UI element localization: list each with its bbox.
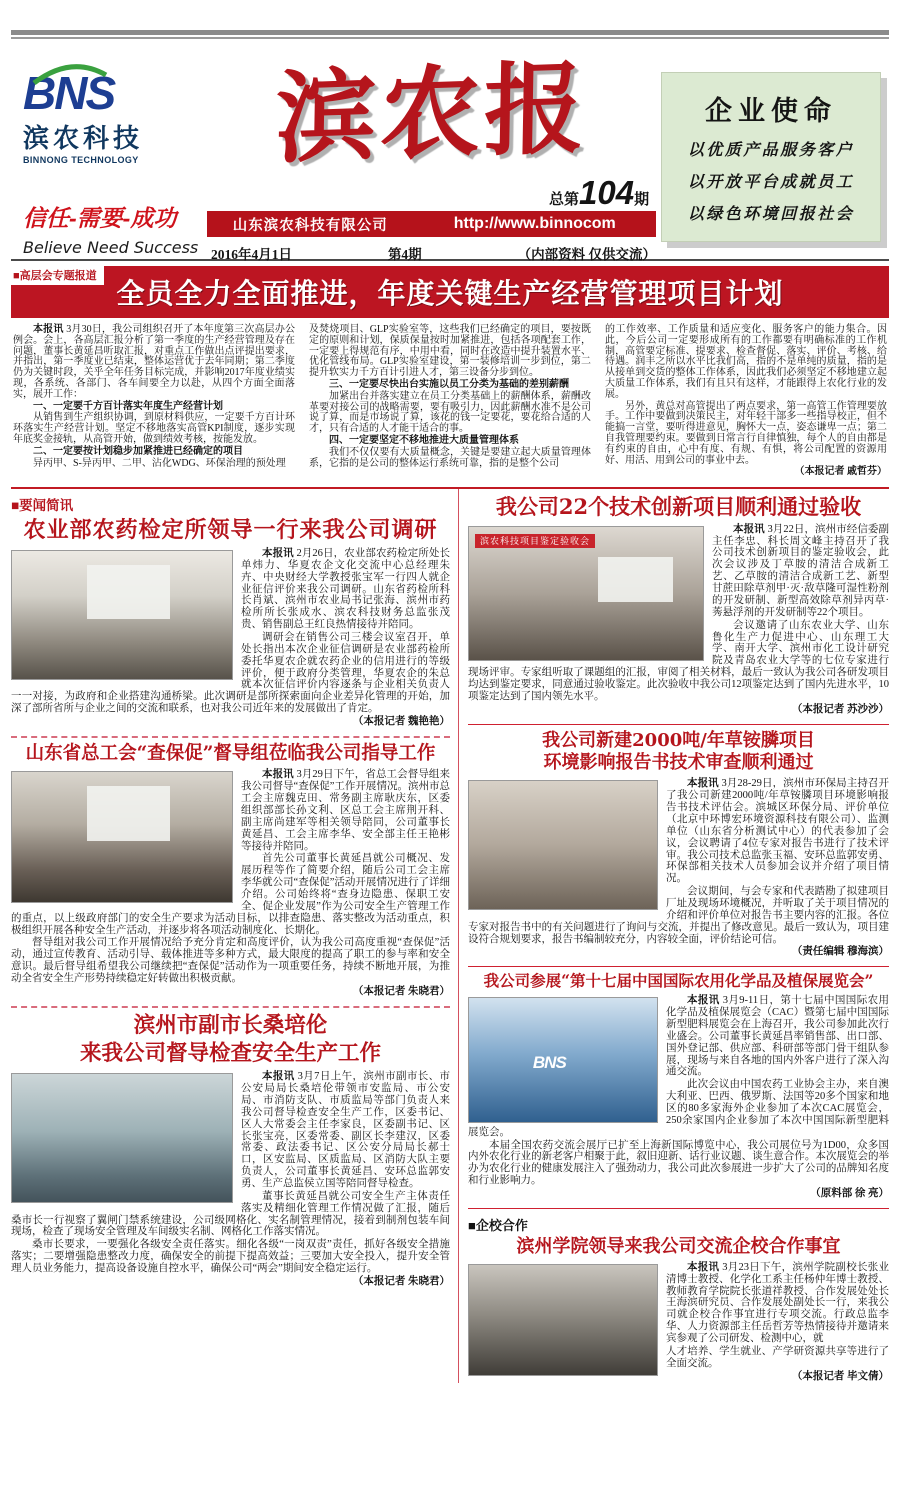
company-name: 山东滨农科技有限公司	[232, 217, 388, 234]
byline: （本报记者 戚哲芬）	[794, 466, 887, 478]
lead-column-2	[309, 325, 591, 479]
paragraph: 本届全国农药交流会展厅已扩至上海新国际博览中心，我公司展位号为1D00，众多国内外农化行业的新老客户相聚于此，叙旧迎新、话行业议题、谈生意合作。本次展览会的举办为农化行业的健康发展注入了强劲动力，我公司此次参展进一步扩大了公司的品牌知名度和行业影响力。	[468, 1139, 889, 1187]
byline: （本报记者 苏沙沙）	[791, 703, 889, 715]
company-bar	[207, 211, 656, 237]
subhead: 二、一定要按计划稳步加紧推进已经确定的项目	[33, 445, 243, 457]
paragraph: 我们不仅仅要有大质量概念，关键是要建立起大质量管理体系，它指的是公司的整体运行系统可靠，指的是整个公司	[309, 446, 591, 469]
article-headline-line2: 来我公司督导检查安全生产工作	[79, 1040, 381, 1066]
article-agri-inspection	[11, 517, 450, 729]
article-headline: 农业部农药检定所领导一行来我公司调研	[23, 517, 438, 544]
paragraph: 加紧出台并落实建立在员工分类基础上的薪酬体系，薪酬改革要对接公司的战略需要，要有吸引力，因此薪酬水准不是公司说了算，而是市场说了算，该花的钱一定要花，要花给合适的人才，只有合适的人才能干适合的事。	[309, 390, 591, 435]
byline: （本报记者 朱晓君）	[352, 1275, 450, 1287]
booth-bns-logo: BNS	[532, 1052, 566, 1072]
issue-total-number: 104	[579, 174, 635, 211]
website-link[interactable]: http://www.binnocom	[453, 215, 616, 232]
dateline: 本报讯	[262, 1071, 295, 1083]
mission-line-1: 以优质产品服务客户	[687, 142, 855, 159]
paragraph: 此次会议由中国农药工业协会主办，来自澳大利亚、巴西、俄罗斯、法国等20多个国家和地区的80多家海外企业参加了本次CAC展览会，250余家国内企业参加了本次中国国际新型肥料展览会。	[468, 1079, 889, 1138]
dateline: 本报讯	[687, 778, 719, 790]
photo-eia-review-meeting	[468, 780, 658, 910]
paragraph: 本报讯 3月28-29日，滨州市环保局主持召开了我公司新建2000吨/年草铵膦项目环境影响报告书技术评估会。滨城区环保分局、评价单位（北京中环博宏环境资源科技有限公司）、监测单位（山东省分析测试中心）的代表参加了会议，会议聘请了4位专家对报告书进行了技术评审。我公司技术总监张玉福、安环总监郭安勇、环保部相关技术人员参加会议并介绍了项目情况。	[666, 778, 890, 885]
paragraph: 督导组对我公司工作开展情况给予充分肯定和高度评价，认为我公司高度重视“查保促”活动，通过宣传教育、活动引导、载体推进等多种方式，最大限度的提高了职工的参与率和安全意识。最后督导组希望我公司继续把“查保促”活动作为一项重要任务，持续不断地开展，为推动全省安全生产形势持续稳定好转做出积极贡献。	[11, 937, 450, 985]
issue-total-suffix: 期	[634, 192, 650, 208]
bottom-sections	[11, 489, 889, 1383]
news-briefs-column	[11, 489, 459, 1383]
article-cac-expo	[468, 972, 889, 1201]
dateline: 本报讯	[262, 769, 294, 781]
lead-banner	[11, 266, 889, 318]
issue-total-prefix: 总第	[549, 192, 580, 208]
issue-total	[549, 174, 649, 212]
dashed-divider	[11, 1006, 450, 1008]
section-header-campus-cooperation: ■企校合作	[468, 1217, 528, 1233]
subhead: 三、一定要尽快出台实施以员工分类为基础的差别薪酬	[329, 378, 569, 390]
paragraph: 会议期间，与会专家和代表踏勘了拟建项目厂址及现场环境概况，并听取了关于项目情况的介绍和评价单位对报告书主要内容的汇报。各位专家对报告书中的有关问题进行了询问与交流，并提出了修改意见。最后一致认为，项目建设符合规划要求，报告书编制较充分，内容较全面，评价结论可信。	[468, 886, 889, 945]
dateline: 本报讯	[33, 324, 64, 335]
logo-name-cn: 滨农科技	[23, 123, 144, 153]
photo-vice-mayor-site-visit	[11, 1073, 233, 1203]
paragraph: 本报讯 3月9-11日，第十七届中国国际农用化学品及植保展览会（CAC）暨第七届中国国际新型肥料展览会在上海召开，我公司参加此次行业盛会。公司董事长黄延昌率销售部、出口部、国外登记部、供应部、科研部等部门骨干组队参展，现场与来自各地的国内外客户进行了深入沟通交流。	[666, 995, 890, 1078]
lead-article	[11, 318, 889, 484]
internal-note: （内部资料 仅供交流）	[517, 247, 656, 262]
paragraph: 本报讯 3月30日，我公司组织召开了本年度第三次高层办公例会。会上，各高层汇报分析了第一季度的生产经营管理及存在问题，董事长黄延昌听取汇报，对重点工作做出点评提出要求，并指出，第一季度业已结束，整体运营优于去年同期；第二季度仍为关键时段，关乎全年任务目标完成，并影响2017年度业绩实现，各系统、各部门、各车间要全力以赴，从四个方面全面落实，展开工作：	[13, 324, 296, 400]
lead-column-3	[605, 325, 887, 479]
photo-banner-text: 滨农科技项目鉴定验收会	[475, 534, 595, 548]
masthead	[11, 44, 889, 262]
leaf-swoosh-icon	[31, 64, 109, 86]
lead-headline: 全员全力全面推进，年度关键生产经营管理项目计划	[116, 277, 784, 310]
paragraph: 会议邀请了山东农业大学、山东鲁化生产力促进中心、山东理工大学、南开大学、滨州市化工设计研究院及青岛农业大学等的七位专家进行现场评审。专家组听取了课题组的汇报，审阅了相关材料，最后一致认为我公司各研发项目均达到鉴定要求，同意通过验收鉴定。此次验收中我公司12项鉴定达到了国内先进水平，10项鉴定达到了国内领先水平。	[468, 619, 889, 702]
dateline: 本报讯	[687, 1261, 720, 1273]
right-news-column	[459, 489, 889, 1383]
logo-name-en: BINNONG TECHNOLOGY	[23, 155, 139, 165]
paragraph: 本报讯 3月29日下午，省总工会督导组来我公司督导“查保促”工作开展情况。滨州市总工会主席魏克田、常务副主席耿庆东，区委组织部部长孙文利、区总工会主席荆开科、副主席尚建军等相关领导陪同，公司董事长黄延昌、工会主席李华、安全部主任王艳彬等接待并陪同。	[241, 769, 451, 852]
paragraph: 桑市长要求，一要强化各级安全责任落实。细化各级“一岗双责”责任，抓好各级安全措施落实；二要增强隐患整改力度，确保安全的前提下提高效益；三要加大安全投入，提升安全管理人员业务能力，提高设备设施自控水平，确保公司“两会”期间安全稳定运行。	[11, 1239, 450, 1274]
lead-column-1	[13, 325, 295, 479]
paragraph: 从销售到生产组织协调，到原材料供应，一定要千方百计环环落实生产经营计划。坚定不移地落实高管KPI制度，逐步实现年底奖金接轨，从高管开始，做到绩效考核，按能发放。	[13, 412, 295, 445]
paragraph: 董事长黄延昌就公司安全生产主体责任落实及精细化管理工作情况做了汇报，随后桑市长一行视察了翼闸门禁系统建设，公司级网格化、实名制管理情况，接着到制剂包装车间现场，检查了现场安全管理及车间级实名制、网格化工作落实情况。	[11, 1190, 450, 1238]
paragraph: 人才培养、学生就业、产学研资源共享等进行了全面交流。	[666, 1345, 889, 1369]
photo-union-inspection-meeting	[11, 771, 233, 903]
article-innovation-projects	[468, 494, 889, 716]
bns-logo-text: BNS	[23, 67, 115, 119]
article-headline: 山东省总工会“查保促”督导组莅临我公司指导工作	[25, 742, 436, 764]
article-eia-review	[468, 730, 889, 960]
photo-project-appraisal-meeting	[468, 526, 704, 661]
slogan	[23, 200, 213, 257]
photo-agri-inspection-meeting	[11, 550, 233, 680]
red-divider	[468, 724, 889, 725]
paragraph: 本报讯 3月22日，滨州市经信委副主任李忠、科长周文峰主持召开了我公司技术创新项目的鉴定验收会，此次会议涉及丁草胺的清洁合成新工艺、乙草胺的清洁合成新工艺、新型甘蔗田除草剂甲·灭·敌草隆可湿性粉剂的开发研制、新型高效除草剂异丙草·莠悬浮剂的开发研制等22个项目。	[712, 523, 890, 618]
projector-screen	[87, 786, 171, 841]
issue-date: 2016年4月1日	[211, 247, 292, 262]
subhead: 四、一定要坚定不移地推进大质量管理体系	[329, 434, 519, 446]
mission-line-3: 以绿色环境回报社会	[687, 206, 855, 223]
photo-campus-cooperation-group	[468, 1264, 658, 1376]
projector-screen	[87, 565, 171, 619]
paragraph: 本报讯 3月7日上午，滨州市副市长、市公安局局长桑培伦带领市安监局、市公安局、市消防支队、市质监局等部门负责人来我公司督导检查安全生产工作，区委书记、区人大常委会主任李家良，区委副书记、区长张宝亮，区委常委、副区长李建汉，区委常委、政法委书记、区公安分局局长郝士口，区安监局、区质监局、区消防大队主要负责人，公司董事长黄延昌、安环总监郭安勇、生产总监侯立国等陪同督导检查。	[241, 1071, 451, 1189]
byline: （本报记者 毕文倩）	[791, 1370, 889, 1382]
issue-label: 第4期	[387, 247, 422, 262]
mission-box	[661, 72, 881, 242]
company-logo	[23, 67, 208, 165]
paragraph: 及焚烧项目、GLP实验室等，这些我们已经确定的项目，要按既定的原则和计划，保质保量按时加紧推进，包括各项配套工作，一定要上得规范有序，中用中看，同时在改造中提升装置水平、优化管线布局。GLP实验室建设，第一装修培训一步到位，第二提升软实力千方百计引进人才，第三设备分步到位。	[309, 324, 591, 379]
photo-cac-expo-booth	[468, 997, 658, 1123]
article-headline-line1: 我公司新建2000吨/年草铵膦项目	[542, 729, 815, 751]
issue-info-line	[211, 243, 656, 263]
article-union-inspection	[11, 743, 450, 999]
byline: （原料部 徐 亮）	[810, 1187, 889, 1199]
red-divider	[468, 966, 889, 967]
paragraph: 另外，黄总对高管提出了两点要求，第一高管工作管理要放手。工作中要做到决策民主，对年轻干部多一些指导校正，但不能搞一言堂，要听得进意见，胸怀大一点，姿态谦卑一点；第二自我管理要约束。要做到日常言行自律慎独，每个人的自由都是有约束的自由，心中有度、有规、有惧，将公司配置的资源用好、用活、用到公司的事业中去。	[605, 400, 887, 466]
paragraph: 异丙甲、S-异丙甲、二甲、沾化WDG、环保治理的预处理	[33, 457, 286, 469]
dashed-divider	[11, 736, 450, 738]
subhead: 一、一定要千方百计落实年度生产经营计划	[33, 400, 223, 412]
paragraph: 首先公司董事长黄延昌就公司概况、发展历程等作了简要介绍，随后公司工会主席李华就公司“查保促”活动开展情况进行了详细介绍。公司始终将“查身边隐患、保职工安全、促企业发展”作为公司安全生产管理工作的重点，以上级政府部门的安全生产要求为活动目标，以排查隐患、落实整改为活动重点，积极组织开展各种安全生产活动，并逐步将各项活动制度化、长期化。	[11, 853, 450, 936]
slogan-cn: 信任-需要-成功	[23, 205, 177, 231]
newspaper-page	[0, 30, 900, 1383]
red-divider	[468, 1208, 889, 1209]
section-header-news-briefs: ■要闻简讯	[11, 498, 74, 514]
projector-screen	[598, 557, 673, 602]
paragraph: 本报讯 2月26日，农业部农药检定所处长单炜力、华夏农企文化交流中心总经理朱卉、中央财经大学教授张宝军一行四人就企业征信评价来我公司调研。山东省药检所科长肖斌、滨州市农业局书记张海、滨州市药检所所长张成水、滨农科技财务总监张茂贵、销售副总王红良热情接待并陪同。	[241, 547, 451, 631]
byline: （本报记者 朱晓君）	[352, 985, 450, 997]
article-vice-mayor-inspection	[11, 1013, 450, 1289]
paragraph: 的工作效率、工作质量和适应变化、服务客户的能力集合。因此，今后公司一定要形成所有的工作都要有明确标准的工作机制，高管要定标准、提要求、检查督促、落实、评价、考核、给待遇。润丰之所以水平比我们高，指的不是单纯的质量，指的是从接单到交货的整体工作体系，因此我们必须坚定不移地建立起大质量工作体系，我们有且只有这样，才能跟得上农化行业的发展。	[605, 324, 887, 400]
lead-kicker: ■高层会专题报道	[11, 266, 104, 285]
byline: （责任编辑 穆海滨）	[791, 946, 889, 958]
article-headline: 我公司22个技术创新项目顺利通过验收	[495, 494, 862, 520]
article-headline: 我公司参展“第十七届中国国际农用化学品及植保展览会”	[483, 971, 874, 991]
article-headline: 滨州学院领导来我公司交流企校合作事宜	[516, 1235, 841, 1257]
paragraph: 调研会在销售公司三楼会议室召开，单处长指出本次企业征信调研是农业部药检所委托华夏农企就农药企业的信用进行的等级评价，便于政府分类管理，华夏农企的朱总就本次征信评价内容逐条与企业相关负责人一一对接，为政府和企业搭建沟通桥梁。此次调研是部所探索面向企业差异化管理的开始，加深了部所省所与企业之间的交流和联系，也对我公司近年来的发展做出了肯定。	[11, 632, 450, 715]
byline: （本报记者 魏艳艳）	[352, 716, 450, 728]
article-headline-line1: 滨州市副市长桑培伦	[133, 1012, 328, 1038]
mission-line-2: 以开放平台成就员工	[687, 174, 855, 191]
article-campus-cooperation	[468, 1215, 889, 1384]
dateline: 本报讯	[687, 995, 720, 1007]
article-headline-line2: 环境影响报告书技术审查顺利通过	[543, 752, 814, 774]
paragraph: 本报讯 3月23日下午，滨州学院副校长张业清博士教授、化学化工系主任杨仲年博士教授、教师教育学院院长张道祥教授、合作发展处处长王海滨研究员、合作发展处副处长一行，来我公司就企校合作事宜进行专项交流。行政总监李华、人力资源部主任岳哲芳等热情接待并邀请来宾参观了公司研发、检测中心，就	[666, 1261, 890, 1344]
dateline: 本报讯	[733, 523, 765, 535]
mission-title: 企业使命	[705, 96, 837, 127]
dateline: 本报讯	[262, 547, 294, 559]
slogan-en: Believe Need Success	[23, 238, 199, 257]
top-rule	[11, 30, 889, 44]
newspaper-title: 滨农报	[275, 48, 589, 178]
